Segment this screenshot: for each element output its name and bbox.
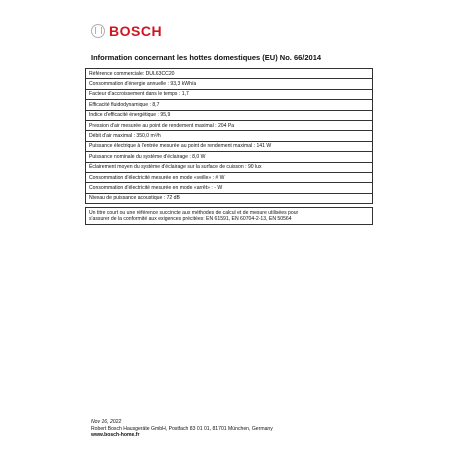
table-row (86, 208, 373, 225)
table-row (86, 100, 373, 110)
row-time-increase-factor: Facteur d'accroissement dans le temps : 1,7 (86, 89, 373, 99)
row-max-airflow: Débit d'air maximal : 350,0 m³/h (86, 131, 373, 141)
table-row (86, 120, 373, 130)
table-row (86, 172, 373, 182)
row-standby-power: Consommation d'électricité mesurée en mode «veille» : # W (86, 172, 373, 182)
spec-table (85, 68, 373, 225)
page-title: Information concernant les hottes domestiques (EU) No. 66/2014 (91, 53, 322, 62)
row-lighting-power: Puissance nominale du système d'éclairage : 8,0 W (86, 152, 373, 162)
note-line-2: s'assurer de la conformité aux exigences précitées: EN 61591, EN 60704-2-13, EN 50564 (89, 215, 292, 222)
row-input-power: Puissance électrique à l'entrée mesurée au point de rendement maximal : 141 W (86, 141, 373, 151)
table-row (86, 79, 373, 89)
row-fluid-dynamic-efficiency: Efficacité fluidodynamique : 8,7 (86, 100, 373, 110)
row-air-pressure: Pression d'air mesurée au point de rendement maximal : 204 Pa (86, 120, 373, 130)
table-row (86, 141, 373, 151)
row-energy-efficiency-index: Indice d'efficacité énergétique : 95,9 (86, 110, 373, 120)
table-row (86, 152, 373, 162)
table-row (86, 183, 373, 193)
table-row (86, 193, 373, 203)
note-line-1: Un titre court ou une référence succincte aux méthodes de calcul et de mesure utilisées pour (89, 209, 299, 216)
table-row (86, 131, 373, 141)
row-illuminance: Éclairement moyen du système d'éclairage sur la surface de cuisson : 90 lux (86, 162, 373, 172)
table-row (86, 89, 373, 99)
row-off-power: Consommation d'électricité mesurée en mode «arrêt» : - W (86, 183, 373, 193)
table-row (86, 162, 373, 172)
footer-date: Nov 16, 2022 (91, 419, 122, 425)
bosch-armature-icon (91, 24, 105, 38)
footer-address: Robert Bosch Hausgeräte GmbH, Postfach 83 01 01, 81701 München, Germany (91, 425, 273, 432)
bosch-logo (91, 23, 162, 39)
row-commercial-reference: Référence commerciale: DUL63CC20 (86, 69, 373, 79)
row-annual-energy: Consommation d'énergie annuelle : 93,3 kWh/a (86, 79, 373, 89)
row-sound-power: Niveau de puissance acoustique : 72 dB (86, 193, 373, 203)
logo-text: BOSCH (109, 23, 163, 39)
table-row (86, 69, 373, 79)
footer (91, 419, 273, 439)
table-row (86, 110, 373, 120)
row-measurement-methods (86, 208, 373, 225)
footer-website-link[interactable]: www.bosch-home.fr (91, 432, 140, 439)
